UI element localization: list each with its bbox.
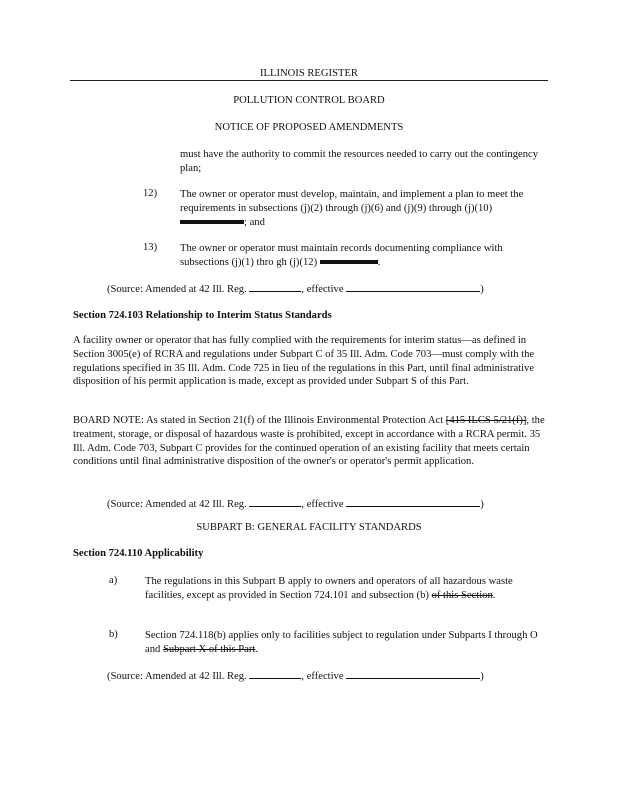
item-12-text: The owner or operator must develop, maintain, and implement a plan to meet the requirements in subsections (j)(2) through (j)(6) and (j)(9) through (j)(10) ; and [180,189,524,228]
section-103-heading: Section 724.103 Relationship to Interim Status Standards [73,310,332,321]
item-12-label: 12) [143,188,158,199]
section-110-heading: Section 724.110 Applicability [73,548,204,559]
source-note-2: (Source: Amended at 42 Ill. Reg. , effective ) [107,499,484,510]
item-a-text: The regulations in this Subpart B apply to owners and operators of all hazardous waste facilities, except as provided in Section 724.101 and subsection (b) of this Section. [145,576,513,601]
item-b-text: Section 724.118(b) applies only to facilities subject to regulation under Subparts I through O and Subpart X of this Part. [145,630,538,655]
board-note: BOARD NOTE: As stated in Section 21(f) of the Illinois Environmental Protection Act [415 ILCS 5/21(f)], the treatment, storage, or disposal of hazardous waste is prohibited, except in accordance with a RCRA permit. 35 Ill. Adm. Code 703, Subpart C provides for the continued operation of an existing facility that meets certain conditions until final administrative disposition of the owner's or operator's permit application. [73,415,545,468]
item-b-label: b) [109,629,118,640]
item-13-text: The owner or operator must maintain records documenting compliance with subsections (j)(1) thro gh (j)(12) . [180,243,503,268]
header-rule [70,80,548,81]
redaction-mark [180,220,244,224]
board-title: POLLUTION CONTROL BOARD [233,95,385,106]
subpart-heading: SUBPART B: GENERAL FACILITY STANDARDS [196,522,422,533]
register-title: ILLINOIS REGISTER [260,68,358,79]
redaction-mark [320,260,378,264]
section-103-paragraph: A facility owner or operator that has fully complied with the requirements for interim status—as defined in Section 3005(e) of RCRA and regulations under Subpart C of 35 Ill. Adm. Code 703—must comply with the regulations specified in 35 Ill. Adm. Code 725 in lieu of the regulations in this Part, until final administrative disposition of his permit application is made, except as provided under Subpart S of this Part. [73,335,535,388]
item-13-label: 13) [143,242,158,253]
continuation-text: must have the authority to commit the resources needed to carry out the contingency plan; [180,149,539,174]
notice-title: NOTICE OF PROPOSED AMENDMENTS [214,122,404,133]
source-note-1: (Source: Amended at 42 Ill. Reg. , effective ) [107,284,484,295]
item-a-label: a) [109,575,118,586]
source-note-3: (Source: Amended at 42 Ill. Reg. , effective ) [107,671,484,682]
